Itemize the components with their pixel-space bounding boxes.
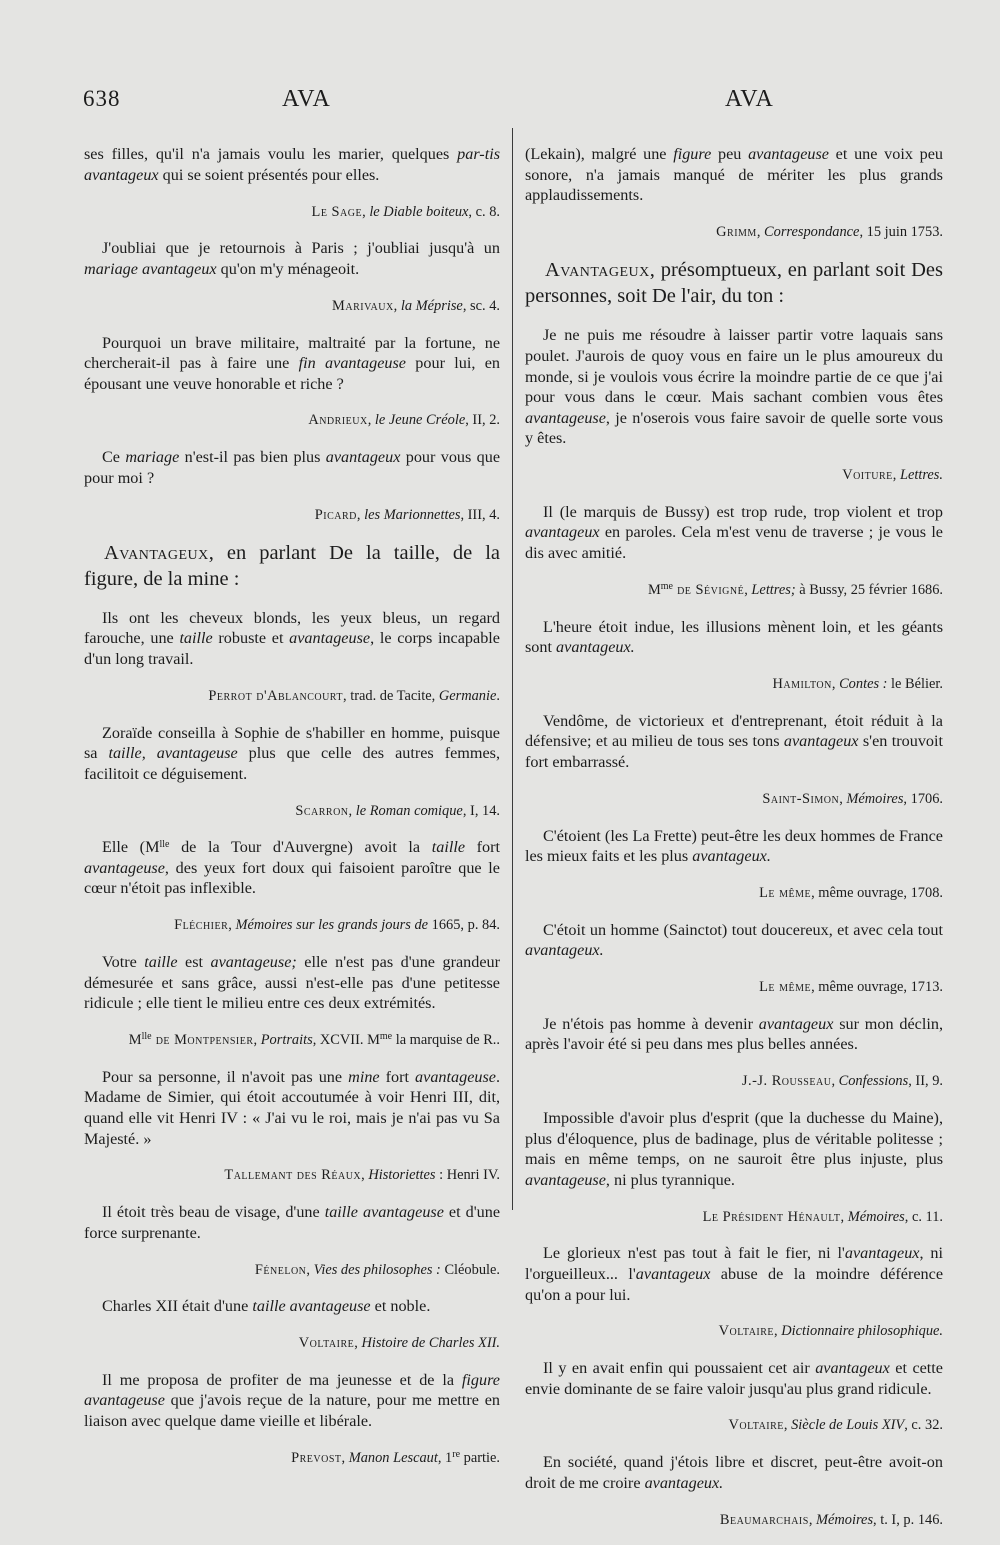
citation: [84, 1067, 500, 1186]
source: Tallemant des Réaux, Historiettes : Henri IV.: [224, 1167, 500, 1184]
citation: [84, 1370, 500, 1469]
source: Scarron, le Roman comique, I, 14.: [295, 802, 500, 819]
quote: J'oubliai que je retournois à Paris ; j'oubliai jusqu'à un mariage avantageux qu'on m'y ménageoit.: [84, 239, 500, 278]
citation: [525, 1358, 943, 1436]
citation: [84, 1296, 500, 1353]
quote: ses filles, qu'il n'a jamais voulu les marier, quelques par-tis avantageux qui se soient présentés pour elles.: [84, 145, 500, 184]
citation: [84, 723, 500, 822]
citation: [525, 617, 943, 695]
source: $M^{lle}$ de Montpensier, Portraits, XCVII. $M^{me}$ la marquise de R..: [128, 1031, 500, 1049]
quote: Pour sa personne, il n'avoit pas une mine fort avantageuse. Madame de Simier, qui étoit accoutumée à voir Henri III, dit, quand elle vit Henri IV : « J'ai vu le roi, mais je n'ai pas vu Sa Majesté. »: [84, 1067, 501, 1148]
citation: [525, 711, 943, 810]
source: Saint-Simon, Mémoires, 1706.: [762, 790, 943, 807]
source: Prevost, Manon Lescaut, 1re partie.: [291, 1448, 500, 1466]
citation: [525, 1243, 943, 1342]
running-head-right: AVA: [725, 86, 774, 112]
citation: [84, 1202, 500, 1280]
citation: [84, 238, 500, 316]
source: Voltaire, Siècle de Louis XIV, c. 32.: [728, 1417, 943, 1434]
quote: Je ne puis me résoudre à laisser partir votre laquais sans poulet. J'aurois de quoy vous en faire un le plus amoureux du monde, si je voulois vous écrire la moindre partie de ce que j'ai pour vous dans le cœur. Mais sachant combien vous êtes avantageuse, je n'oserois vous faire savoir de quelle sorte vous y êtes.: [525, 326, 943, 448]
quote: Impossible d'avoir plus d'esprit (que la duchesse du Maine), plus d'éloquence, plus de badinage, plus de véritable politesse ; mais en même temps, on ne sauroit être plus injuste, plus avantageuse, ni plus tyrannique.: [525, 1108, 943, 1189]
source: Beaumarchais, Mémoires, t. I, p. 146.: [719, 1511, 943, 1528]
citation: [525, 920, 943, 998]
quote: (Lekain), malgré une figure peu avantageuse et une voix peu sonore, n'a jamais manqué de mériter les plus grands applaudissements.: [525, 145, 943, 205]
citation: [525, 826, 943, 904]
citation: [525, 1108, 943, 1227]
citation: [525, 1452, 943, 1530]
source: Perrot d'Ablancourt, trad. de Tacite, Germanie.: [208, 687, 500, 704]
source: J.-J. Rousseau, Confessions, II, 9.: [741, 1073, 943, 1090]
quote: En société, quand j'étois libre et discret, peut-être avoit-on droit de me croire avantageux.: [525, 1453, 943, 1492]
citation: [525, 144, 943, 243]
citation: [84, 333, 500, 432]
quote: C'étoient (les La Frette) peut-être les deux hommes de France les mieux faits et les plus avantageux.: [525, 826, 943, 866]
column-divider: [512, 128, 513, 1210]
quote: Il me proposa de profiter de ma jeunesse et de la figure avantageuse que j'avois reçue de la nature, pour me mettre en liaison avec quelque dame vieille et libérale.: [84, 1370, 500, 1431]
quote: Zoraïde conseilla à Sophie de s'habiller en homme, puisque sa taille, avantageuse plus que celle des autres femmes, facilitoit ce déguisement.: [84, 723, 500, 783]
source: Hamilton, Contes : le Bélier.: [772, 675, 943, 692]
quote: Charles XII était d'une taille avantageuse et noble.: [102, 1297, 431, 1316]
left-column: [84, 128, 500, 1483]
quote: Le glorieux n'est pas tout à fait le fier, ni l'avantageux, ni l'orgueilleux... l'avantageux abuse de la moindre déférence qu'on a pour lui.: [525, 1244, 944, 1304]
source: Fléchier, Mémoires sur les grands jours de 1665, p. 84.: [174, 917, 500, 934]
citation: [84, 447, 500, 525]
quote: Il y en avait enfin qui poussaient cet air avantageux et cette envie dominante de se faire valoir jusqu'au plus grand ridicule.: [525, 1359, 943, 1398]
source: Voltaire, Histoire de Charles XII.: [298, 1335, 500, 1352]
sense-heading: Avantageux, présomptueux, en parlant soit Des personnes, soit De l'air, du ton :: [525, 259, 943, 308]
source: Grimm, Correspondance, 15 juin 1753.: [716, 224, 943, 241]
source: Le même, même ouvrage, 1708.: [759, 884, 943, 901]
quote: C'étoit un homme (Sainctot) tout doucereux, et avec cela tout avantageux.: [525, 920, 943, 960]
quote: Il étoit très beau de visage, d'une taille avantageuse et d'une force surprenante.: [84, 1203, 501, 1242]
quote: Je n'étois pas homme à devenir avantageux sur mon déclin, après l'avoir été si peu dans mes plus belles années.: [525, 1014, 943, 1054]
right-column: [525, 128, 943, 1545]
source: $M^{me}$ de Sévigné, Lettres; à Bussy, 25 février 1686.: [647, 580, 943, 598]
quote: Elle ($M^{lle}$ de la Tour d'Auvergne) avoit la taille fort avantageuse, des yeux fort doux qui faisoient paroître que le cœur n'étoit pas inflexible.: [84, 838, 500, 898]
quote: Vendôme, de victorieux et d'entreprenant, étoit réduit à la défensive; et au milieu de tous ses tons avantageux s'en trouvoit fort embarrassé.: [525, 711, 943, 771]
citation: [525, 1014, 943, 1092]
page-number: 638: [83, 86, 121, 111]
citation: [84, 144, 500, 222]
citation: [84, 837, 500, 936]
source: Le Sage, le Diable boiteux, c. 8.: [311, 203, 500, 220]
source: Voltaire, Dictionnaire philosophique.: [718, 1323, 943, 1340]
quote: Ce mariage n'est-il pas bien plus avantageux pour vous que pour moi ?: [84, 448, 501, 487]
citation: [84, 952, 500, 1051]
citation: [84, 608, 500, 707]
citation: [525, 502, 943, 601]
quote: Votre taille est avantageuse; elle n'est pas d'une grandeur démesurée et sans grâce, aussi n'est-elle pas d'une petitesse ridicule ; elle tient le milieu entre ces deux extrémités.: [84, 953, 500, 1013]
citation: [525, 325, 943, 485]
source: Andrieux, le Jeune Créole, II, 2.: [308, 412, 500, 429]
quote: Pourquoi un brave militaire, maltraité par la fortune, ne chercherait-il pas à faire une fin avantageuse pour lui, en épousant une veuve honorable et riche ?: [84, 333, 500, 393]
source: Marivaux, la Méprise, sc. 4.: [332, 297, 500, 314]
source: Voiture, Lettres.: [842, 467, 943, 484]
source: Picard, les Marionnettes, III, 4.: [314, 506, 500, 523]
quote: Ils ont les cheveux blonds, les yeux bleus, un regard farouche, une taille robuste et avantageuse, le corps incapable d'un long travail.: [84, 608, 500, 668]
source: Fénelon, Vies des philosophes : Cléobule.: [254, 1261, 500, 1278]
running-head-left: AVA: [282, 86, 331, 112]
source: Le Président Hénault, Mémoires, c. 11.: [702, 1208, 943, 1225]
sense-heading: Avantageux, en parlant De la taille, de la figure, de la mine :: [84, 541, 500, 590]
source: Le même, même ouvrage, 1713.: [759, 979, 943, 996]
quote: L'heure étoit indue, les illusions mènent loin, et les géants sont avantageux.: [525, 617, 943, 657]
quote: Il (le marquis de Bussy) est trop rude, trop violent et trop avantageux en paroles. Cela m'est venu de traverse ; je vous le dis avec amitié.: [525, 502, 943, 563]
